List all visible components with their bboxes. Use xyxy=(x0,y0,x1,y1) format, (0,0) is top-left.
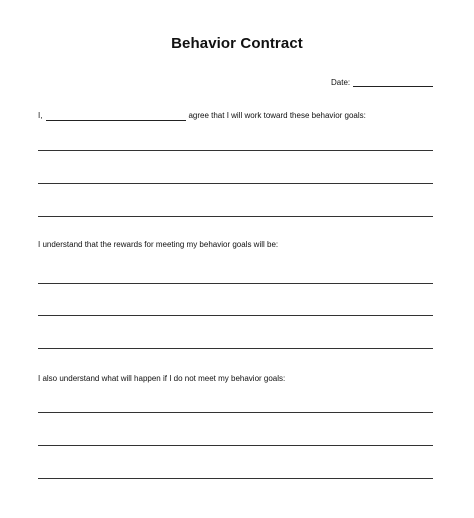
rewards-statement: I understand that the rewards for meeting my behavior goals will be: xyxy=(38,240,279,249)
goal-line-2[interactable] xyxy=(38,183,433,184)
page-title: Behavior Contract xyxy=(171,35,303,52)
goals-statement xyxy=(38,111,366,121)
reward-line-3[interactable] xyxy=(38,348,433,349)
student-name-field[interactable] xyxy=(46,112,186,121)
consequence-line-2[interactable] xyxy=(38,445,433,446)
consequence-line-3[interactable] xyxy=(38,478,433,479)
date-label: Date: xyxy=(331,78,351,87)
goals-text: agree that I will work toward these behavior goals: xyxy=(188,111,366,120)
date-row xyxy=(331,78,433,87)
date-field[interactable] xyxy=(353,78,433,87)
goal-line-3[interactable] xyxy=(38,216,433,217)
reward-line-2[interactable] xyxy=(38,315,433,316)
consequence-line-1[interactable] xyxy=(38,412,433,413)
consequences-statement: I also understand what will happen if I do not meet my behavior goals: xyxy=(38,374,286,383)
reward-line-1[interactable] xyxy=(38,283,433,284)
goal-line-1[interactable] xyxy=(38,150,433,151)
goals-prefix: I, xyxy=(38,111,43,120)
